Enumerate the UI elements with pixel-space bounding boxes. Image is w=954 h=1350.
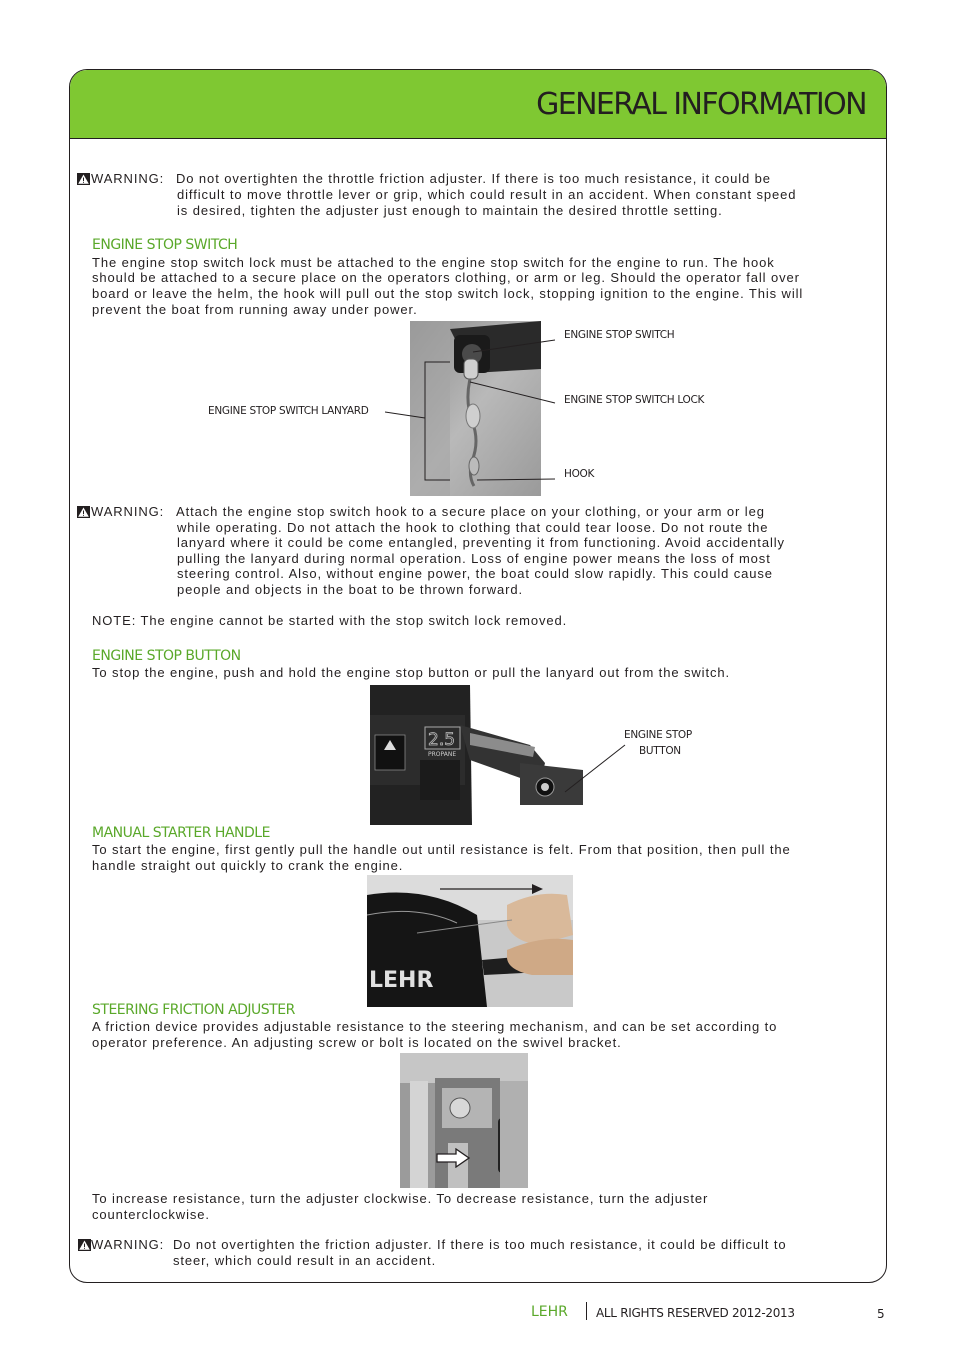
warning-text-line: steer, which could result in an accident. <box>173 1253 437 1268</box>
label-engine-stop-button: ENGINE STOP <box>624 729 692 741</box>
footer-copyright: ALL RIGHTS RESERVED 2012-2013 <box>596 1306 795 1320</box>
paragraph-line: prevent the boat from running away under power. <box>92 302 418 317</box>
warning-text-line: pulling the lanyard during normal operation. Loss of engine power means the loss of most <box>177 551 771 566</box>
warning-label: WARNING: <box>91 171 165 186</box>
page-title: GENERAL INFORMATION <box>536 87 866 122</box>
warning-text-line: is desired, tighten the adjuster just enough to maintain the desired throttle setting. <box>177 203 723 218</box>
svg-text:LEHR: LEHR <box>369 968 434 993</box>
section-heading-steering-friction: STEERING FRICTION ADJUSTER <box>92 1002 295 1018</box>
label-hook: HOOK <box>564 468 595 480</box>
warning-icon <box>77 506 90 518</box>
warning-label: WARNING: <box>91 504 165 519</box>
paragraph-line: To stop the engine, push and hold the engine stop button or pull the lanyard out from the switch. <box>92 665 730 680</box>
svg-text:PROPANE: PROPANE <box>428 751 457 758</box>
warning-text-line: steering control. Also, without engine power, the boat could slow rapidly. This could cause <box>177 566 773 581</box>
paragraph-line: To start the engine, first gently pull the handle out until resistance is felt. From that position, then pull the <box>92 842 791 857</box>
adjuster-arrow <box>436 1148 470 1168</box>
paragraph-line: A friction device provides adjustable resistance to the steering mechanism, and can be set according to <box>92 1019 778 1034</box>
section-heading-stop-switch: ENGINE STOP SWITCH <box>92 237 238 253</box>
callout-lines <box>385 330 565 490</box>
warning-text-line: difficult to move throttle lever or grip, which could result in an accident. When constant speed <box>177 187 797 202</box>
warning-label: WARNING: <box>91 1237 165 1252</box>
svg-text:2.5: 2.5 <box>428 730 456 750</box>
footer-divider <box>586 1302 587 1320</box>
paragraph-line: operator preference. An adjusting screw or bolt is located on the swivel bracket. <box>92 1035 622 1050</box>
section-heading-starter-handle: MANUAL STARTER HANDLE <box>92 825 270 841</box>
paragraph-line: counterclockwise. <box>92 1207 210 1222</box>
paragraph-line: should be attached to a secure place on the operators clothing, or arm or leg. Should the operator fall over <box>92 270 800 285</box>
callout-line <box>560 740 630 800</box>
footer-brand: LEHR <box>531 1304 568 1320</box>
warning-text-line: Attach the engine stop switch hook to a secure place on your clothing, or your arm or leg <box>176 504 765 519</box>
paragraph-line: board or leave the helm, the hook will pull out the stop switch lock, stopping ignition to the engine. This will <box>92 286 804 301</box>
warning-text-line: Do not overtighten the friction adjuster. If there is too much resistance, it could be difficult to <box>173 1237 787 1252</box>
stop-button-photo <box>370 685 583 825</box>
label-engine-stop-switch-lock: ENGINE STOP SWITCH LOCK <box>564 394 705 406</box>
note-text: NOTE: The engine cannot be started with the stop switch lock removed. <box>92 613 568 628</box>
label-engine-stop-button-line2: BUTTON <box>639 745 681 757</box>
paragraph-line: To increase resistance, turn the adjuster clockwise. To decrease resistance, turn the adjuster <box>92 1191 709 1206</box>
paragraph-line: handle straight out quickly to crank the engine. <box>92 858 404 873</box>
warning-text-line: Do not overtighten the throttle friction adjuster. If there is too much resistance, it could be <box>176 171 771 186</box>
label-engine-stop-switch-lanyard: ENGINE STOP SWITCH LANYARD <box>208 405 369 417</box>
warning-text-line: while operating. Do not attach the hook to clothing that could tear loose. Do not route the <box>177 520 769 535</box>
warning-text-line: people and objects in the boat to be thrown forward. <box>177 582 523 597</box>
page-number: 5 <box>877 1307 885 1321</box>
section-heading-stop-button: ENGINE STOP BUTTON <box>92 648 241 664</box>
label-engine-stop-switch: ENGINE STOP SWITCH <box>564 329 675 341</box>
paragraph-line: The engine stop switch lock must be attached to the engine stop switch for the engine to run. The hook <box>92 255 775 270</box>
warning-text-line: lanyard where it could be come entangled, preventing it from functioning. Avoid accidentally <box>177 535 785 550</box>
title-banner <box>70 70 886 139</box>
warning-icon <box>77 173 90 185</box>
pull-direction-arrow <box>440 882 545 896</box>
warning-icon <box>78 1239 91 1251</box>
